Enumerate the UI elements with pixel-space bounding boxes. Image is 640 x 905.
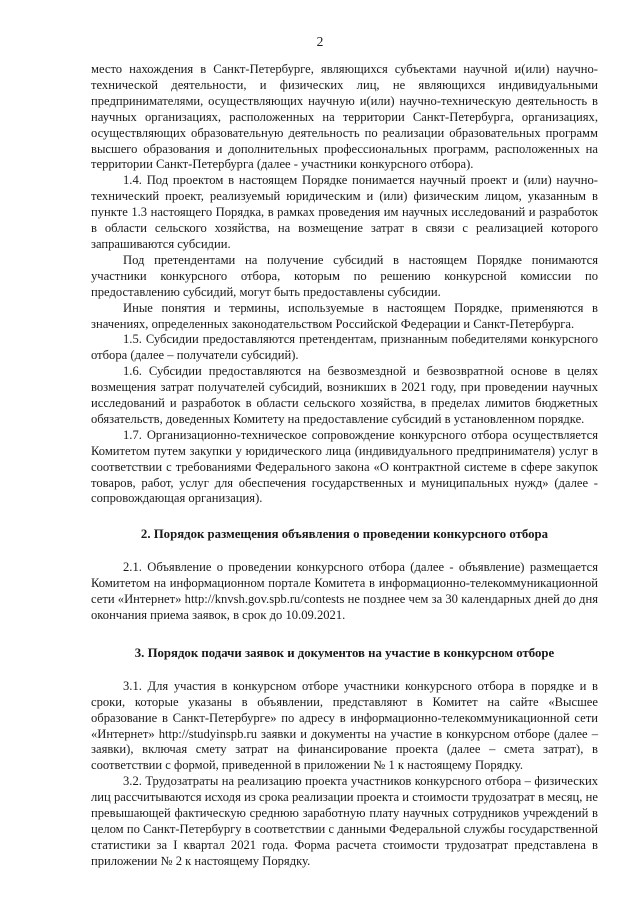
paragraph-1-6: 1.6. Субсидии предоставляются на безвозмездной и безвозвратной основе в целях возмещения затрат получателей субсидий, возникших в 2021 году, при проведении научных исследований и разработок в области сельского хозяйства, в пределах лимитов бюджетных обязательств, доведенных Комитету на предоставление субсидий в установленном порядке. <box>91 364 598 426</box>
page-number: 2 <box>316 34 324 49</box>
document-body <box>91 62 598 870</box>
paragraph-terms: Иные понятия и термины, используемые в настоящем Порядке, применяются в значениях, определенных законодательством Российской Федерации и Санкт-Петербурга. <box>91 300 598 331</box>
section-heading-3: 3. Порядок подачи заявок и документов на участие в конкурсном отборе <box>134 645 555 660</box>
paragraph-3-1: 3.1. Для участия в конкурсном отборе участники конкурсного отбора в порядке и в сроки, которые указаны в объявлении, представляют в Комитет на сайте «Высшее образование в Санкт-Петербурге» по адресу в информационно-телекоммуникационной сети «Интернет» http://studyinspb.ru заявки и документы на участие в конкурсном отборе (далее – заявки), включая смету затрат на финансирование проекта (далее – смета затрат), в соответствии с формой, приведенной в приложении № 1 к настоящему Порядку. <box>91 678 598 773</box>
paragraph-2-1: 2.1. Объявление о проведении конкурсного отбора (далее - объявление) размещается Комитетом на информационном портале Комитета в информационно-телекоммуникационной сети «Интернет» http://knvsh.gov.spb.ru/contests не позднее чем за 30 календарных дней до дня окончания приема заявок, в срок до 10.09.2021. <box>91 560 598 622</box>
paragraph-1-7: 1.7. Организационно-техническое сопровождение конкурсного отбора осуществляется Комитетом путем закупки у юридического лица (индивидуального предпринимателя) услуг в соответствии с требованиями Федерального закона «О контрактной системе в сфере закупок товаров, работ, услуг для обеспечения государственных и муниципальных нужд» (далее - сопровождающая организация). <box>91 427 598 506</box>
paragraph-1-4: 1.4. Под проектом в настоящем Порядке понимается научный проект и (или) научно-технический проект, реализуемый юридическим и (или) физическим лицом, указанным в пункте 1.3 настоящего Порядка, в рамках проведения им научных исследований и разработок в области сельского хозяйства, на возмещение затрат в связи с реализацией которого запрашиваются субсидии. <box>91 173 598 251</box>
paragraph-3-2: 3.2. Трудозатраты на реализацию проекта участников конкурсного отбора – физических лиц рассчитываются исходя из срока реализации проекта и стоимости трудозатрат в месяц, не превышающей фактическую среднюю заработную плату научных сотрудников учреждений в целом по Санкт-Петербургу в соответствии с данными Федеральной службы государственной статистики за I квартал 2021 года. Форма расчета стоимости трудозатрат представлена в приложении № 2 к настоящему Порядку. <box>91 774 598 868</box>
paragraph-1-5: 1.5. Субсидии предоставляются претендентам, признанным победителями конкурсного отбора (далее – получатели субсидий). <box>91 332 598 363</box>
paragraph-intro-continuation: место нахождения в Санкт-Петербурге, являющихся субъектами научной и(или) научно-технической деятельности, и физических лиц, не являющихся индивидуальными предпринимателями, осуществляющих научную и(или) научно-техническую деятельность в научных организациях, расположенных на территории Санкт-Петербурга, организациях, осуществляющих образовательную деятельность по реализации образовательных программ высшего образования и дополнительных профессиональных программ, расположенных на территории Санкт-Петербурга (далее - участники конкурсного отбора). <box>91 62 598 172</box>
paragraph-pretendents: Под претендентами на получение субсидий в настоящем Порядке понимаются участники конкурсного отбора, которым по решению конкурсной комиссии по предоставлению субсидий, могут быть предоставлены субсидии. <box>91 252 598 299</box>
section-heading-2: 2. Порядок размещения объявления о проведении конкурсного отбора <box>140 527 549 542</box>
